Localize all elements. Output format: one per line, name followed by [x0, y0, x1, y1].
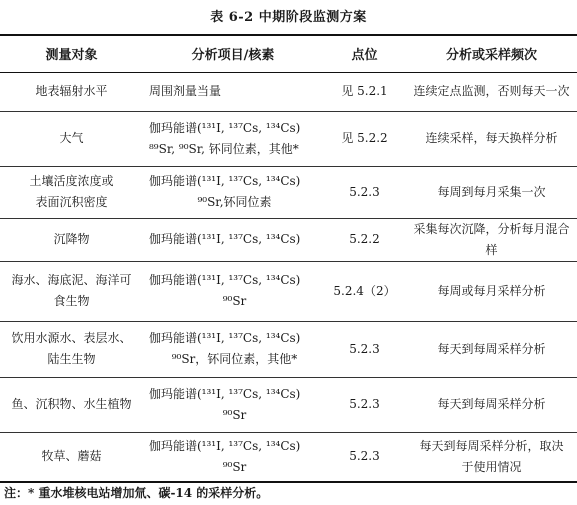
point-cell: 5.2.3: [323, 166, 406, 218]
point-cell: 5.2.3: [323, 321, 406, 377]
items-cell: [143, 432, 323, 482]
items-cell: [143, 166, 323, 218]
items-line: 伽玛能谱(¹³¹I, ¹³⁷Cs, ¹³⁴Cs): [149, 386, 301, 401]
header-point: 点位: [323, 35, 406, 72]
items-line: 伽玛能谱(¹³¹I, ¹³⁷Cs, ¹³⁴Cs): [149, 331, 301, 345]
point-cell: 5.2.4（2）: [323, 261, 406, 321]
table-title: 表 6-2 中期阶段监测方案: [210, 10, 367, 25]
object-cell: [0, 72, 143, 111]
object-cell: [0, 321, 143, 377]
object-cell: [0, 377, 143, 432]
frequency-cell: 连续定点监测，否则每天一次: [406, 72, 577, 111]
point-cell: 5.2.3: [323, 432, 406, 482]
frequency-cell: 每周到每月采集一次: [406, 166, 577, 218]
object-cell: [0, 432, 143, 482]
header-frequency: 分析或采样频次: [406, 35, 577, 72]
items-line: 伽玛能谱(¹³¹I, ¹³⁷Cs, ¹³⁴Cs): [149, 174, 301, 188]
point-cell: 见 5.2.1: [323, 72, 406, 111]
frequency-cell: 连续采样，每天换样分析: [406, 111, 577, 166]
items-cell: [143, 321, 323, 377]
table-row: [0, 432, 577, 482]
header-row: [0, 35, 577, 72]
frequency-cell: [406, 432, 577, 482]
object-text: 大气: [59, 131, 84, 145]
items-line: 周围剂量当量: [149, 84, 222, 98]
frequency-cell: 每天到每周采样分析: [406, 377, 577, 432]
object-text: 牧草、蘑菇: [41, 449, 102, 464]
object-text: 鱼、沉积物、水生植物: [11, 397, 132, 411]
table-row: [0, 166, 577, 218]
frequency-cell: 采集每次沉降，分析每月混合样: [406, 218, 577, 261]
table-row: [0, 218, 577, 261]
items-cell: [143, 261, 323, 321]
items-line: 伽玛能谱(¹³¹I, ¹³⁷Cs, ¹³⁴Cs): [149, 120, 301, 135]
table-row: [0, 377, 577, 432]
header-object: 测量对象: [0, 35, 143, 72]
footnote: 注：* 重水堆核电站增加氚、碳-14 的采样分析。: [4, 486, 269, 500]
point-cell: 见 5.2.2: [323, 111, 406, 166]
table-row: [0, 321, 577, 377]
frequency-cell: 每天到每周采样分析: [406, 321, 577, 377]
items-line: 伽玛能谱(¹³¹I, ¹³⁷Cs, ¹³⁴Cs): [149, 273, 301, 287]
frequency-cell: 每周或每月采样分析: [406, 261, 577, 321]
frequency-text: 每天到每周采样分析，取决于使用情况: [419, 438, 564, 474]
object-cell: [0, 111, 143, 166]
items-line: ⁹⁰Sr,钚同位素: [197, 195, 272, 209]
table-row: [0, 72, 577, 111]
monitoring-plan-table: [0, 34, 577, 483]
items-line: ⁹⁰Sr，钚同位素，其他*: [171, 352, 298, 366]
items-line: ⁸⁹Sr, ⁹⁰Sr, 钚同位素，其他*: [149, 141, 299, 156]
items-line: 伽玛能谱(¹³¹I, ¹³⁷Cs, ¹³⁴Cs): [149, 438, 301, 453]
table-row: [0, 261, 577, 321]
items-line: ⁹⁰Sr: [222, 294, 247, 308]
object-cell: [0, 261, 143, 321]
items-cell: [143, 218, 323, 261]
point-cell: 5.2.2: [323, 218, 406, 261]
object-text: 土壤活度浓度或表面沉积密度: [29, 174, 114, 209]
object-text: 沉降物: [53, 232, 90, 246]
object-cell: [0, 166, 143, 218]
items-line: ⁹⁰Sr: [222, 407, 247, 422]
items-cell: [143, 72, 323, 111]
point-cell: 5.2.3: [323, 377, 406, 432]
object-cell: [0, 218, 143, 261]
object-text: 地表辐射水平: [35, 84, 108, 98]
object-text: 海水、海底泥、海洋可食生物: [11, 273, 132, 308]
table-row: [0, 111, 577, 166]
object-text: 饮用水源水、表层水、陆生生物: [11, 331, 132, 366]
items-line: 伽玛能谱(¹³¹I, ¹³⁷Cs, ¹³⁴Cs): [149, 232, 301, 246]
header-items: 分析项目/核素: [143, 35, 323, 72]
items-cell: [143, 377, 323, 432]
items-line: ⁹⁰Sr: [222, 459, 247, 474]
items-cell: [143, 111, 323, 166]
